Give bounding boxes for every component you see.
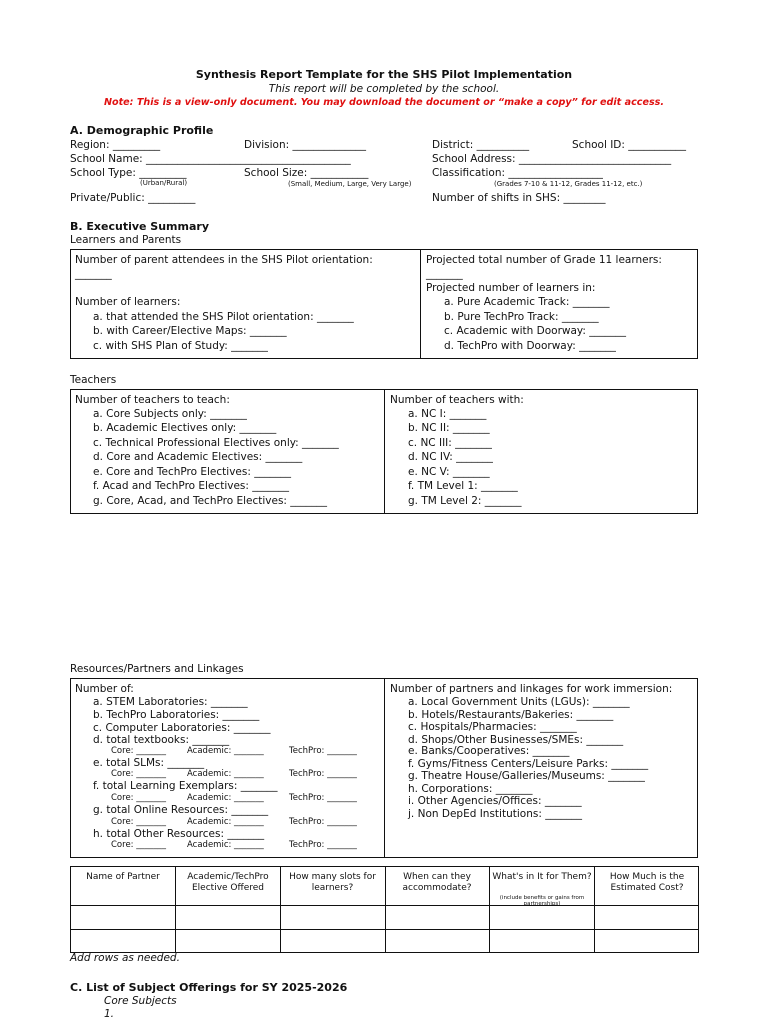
school-type-field: School Type: _________ — [70, 167, 187, 179]
partner-item: j. Non DepEd Institutions: _______ — [408, 808, 582, 820]
teach-item: f. Acad and TechPro Electives: _______ — [93, 480, 290, 492]
document-title: Synthesis Report Template for the SHS Pilot Implementation — [195, 68, 573, 81]
teach-item: a. Core Subjects only: _______ — [93, 408, 247, 420]
partner-item: d. Shops/Other Businesses/SMEs: _______ — [408, 734, 624, 746]
learners-table-divider — [420, 249, 421, 359]
school-size-hint: (Small, Medium, Large, Very Large) — [288, 180, 412, 188]
partner-table-col — [175, 866, 176, 953]
learners-item: a. that attended the SHS Pilot orientation: _______ — [93, 311, 354, 323]
partners-intro: Number of partners and linkages for work immersion: — [390, 683, 673, 695]
number-of-label: Number of: — [75, 683, 134, 695]
exemplars-techpro: TechPro: _______ — [289, 793, 357, 803]
partner-table-col — [280, 866, 281, 953]
header-estimated-cost: How Much is the Estimated Cost? — [609, 872, 685, 893]
district-field: District: __________ — [432, 139, 530, 151]
learners-intro: Number of learners: — [75, 296, 181, 308]
section-c-heading: C. List of Subject Offerings for SY 2025-2026 — [70, 981, 348, 994]
partner-item: g. Theatre House/Galleries/Museums: _______ — [408, 770, 645, 782]
partner-item: i. Other Agencies/Offices: _______ — [408, 795, 582, 807]
partner-table-col — [385, 866, 386, 953]
resource-item: d. total textbooks: _______ — [93, 734, 230, 746]
grades-hint: (Grades 7-10 & 11-12, Grades 11-12, etc.) — [494, 180, 643, 188]
partner-item: b. Hotels/Restaurants/Bakeries: _______ — [408, 709, 614, 721]
resource-item: h. total Other Resources: _______ — [93, 828, 265, 840]
resource-item: b. TechPro Laboratories: _______ — [93, 709, 260, 721]
header-accommodate: When can they accommodate? — [402, 872, 472, 893]
online-techpro: TechPro: _______ — [289, 817, 357, 827]
header-whats-in-it: What's in It for Them? — [492, 872, 592, 882]
projected-item: d. TechPro with Doorway: _______ — [444, 340, 616, 352]
online-core: Core: _______ — [111, 817, 166, 827]
resources-label: Resources/Partners and Linkages — [70, 663, 244, 675]
teach-item: c. Technical Professional Electives only: _______ — [93, 437, 339, 449]
projected-intro: Projected number of learners in: — [426, 282, 596, 294]
add-rows-note: Add rows as needed. — [70, 952, 180, 964]
parent-attendees-label: Number of parent attendees in the SHS Pilot orientation: — [75, 254, 373, 266]
partner-table-row — [70, 905, 699, 906]
nc-item: b. NC II: _______ — [408, 422, 490, 434]
header-elective-offered: Academic/TechPro Elective Offered — [187, 872, 269, 893]
projected-item: c. Academic with Doorway: _______ — [444, 325, 626, 337]
header-slots: How many slots for learners? — [289, 872, 376, 893]
partner-item: e. Banks/Cooperatives: _______ — [408, 745, 570, 757]
nc-item: a. NC I: _______ — [408, 408, 487, 420]
core-subjects-label: Core Subjects — [104, 995, 177, 1007]
nc-item: d. NC IV: _______ — [408, 451, 493, 463]
teach-intro: Number of teachers to teach: — [75, 394, 230, 406]
resource-item: c. Computer Laboratories: _______ — [93, 722, 271, 734]
other-core: Core: _______ — [111, 840, 166, 850]
partner-table-col — [489, 866, 490, 953]
urban-rural-hint: (Urban/Rural) — [140, 179, 188, 187]
header-name-of-partner: Name of Partner — [86, 872, 160, 882]
textbooks-techpro: TechPro: _______ — [289, 746, 357, 756]
teachers-table-divider — [384, 389, 385, 514]
partner-item: a. Local Government Units (LGUs): _______ — [408, 696, 630, 708]
region-field: Region: _________ — [70, 139, 161, 151]
slms-techpro: TechPro: _______ — [289, 769, 357, 779]
learners-parents-label: Learners and Parents — [70, 234, 182, 246]
view-only-note: Note: This is a view-only document. You may download the document or “make a copy” for edit access. — [103, 97, 665, 108]
section-a-heading: A. Demographic Profile — [70, 124, 214, 137]
teach-item: d. Core and Academic Electives: _______ — [93, 451, 303, 463]
textbooks-core: Core: _______ — [111, 746, 166, 756]
parent-attendees-blank: _______ — [75, 268, 112, 280]
teach-item: b. Academic Electives only: _______ — [93, 422, 277, 434]
exemplars-core: Core: _______ — [111, 793, 166, 803]
other-academic: Academic: _______ — [187, 840, 264, 850]
partner-item: h. Corporations: _______ — [408, 783, 533, 795]
resource-item: g. total Online Resources: _______ — [93, 804, 269, 816]
slms-core: Core: _______ — [111, 769, 166, 779]
learners-item: b. with Career/Elective Maps: _______ — [93, 325, 287, 337]
projected-item: b. Pure TechPro Track: _______ — [444, 311, 599, 323]
partner-item: c. Hospitals/Pharmacies: _______ — [408, 721, 577, 733]
teachers-label: Teachers — [70, 374, 117, 386]
private-public-field: Private/Public: _________ — [70, 192, 196, 204]
textbooks-academic: Academic: _______ — [187, 746, 264, 756]
nc-item: g. TM Level 2: _______ — [408, 495, 522, 507]
partner-item: f. Gyms/Fitness Centers/Leisure Parks: _______ — [408, 758, 649, 770]
projected-total-blank: _______ — [426, 268, 463, 280]
online-academic: Academic: _______ — [187, 817, 264, 827]
teach-item: g. Core, Acad, and TechPro Electives: _______ — [93, 495, 328, 507]
learners-item: c. with SHS Plan of Study: _______ — [93, 340, 268, 352]
nc-intro: Number of teachers with: — [390, 394, 524, 406]
shifts-field: Number of shifts in SHS: ________ — [432, 192, 606, 204]
partner-table-col — [594, 866, 595, 953]
partner-table-row — [70, 929, 699, 930]
school-address-field: School Address: _____________________________ — [432, 153, 672, 165]
school-id-field: School ID: ___________ — [572, 139, 687, 151]
exemplars-academic: Academic: _______ — [187, 793, 264, 803]
section-b-heading: B. Executive Summary — [70, 220, 209, 233]
teach-item: e. Core and TechPro Electives: _______ — [93, 466, 291, 478]
division-field: Division: ______________ — [244, 139, 366, 151]
school-size-field: School Size: ___________ — [244, 167, 369, 179]
projected-item: a. Pure Academic Track: _______ — [444, 296, 610, 308]
slms-academic: Academic: _______ — [187, 769, 264, 779]
document-subtitle: This report will be completed by the school. — [268, 83, 500, 95]
core-subjects-item: 1. — [104, 1008, 115, 1020]
school-name-field: School Name: _______________________________________ — [70, 153, 351, 165]
nc-item: e. NC V: _______ — [408, 466, 490, 478]
resource-item: e. total SLMs: _______ — [93, 757, 205, 769]
nc-item: f. TM Level 1: _______ — [408, 480, 518, 492]
resource-item: a. STEM Laboratories: _______ — [93, 696, 248, 708]
nc-item: c. NC III: _______ — [408, 437, 492, 449]
projected-total-label: Projected total number of Grade 11 learners: — [426, 254, 662, 266]
other-techpro: TechPro: _______ — [289, 840, 357, 850]
whats-in-it-hint: (include benefits or gains from partnerships) — [499, 895, 585, 907]
resources-table-divider — [384, 678, 385, 858]
resource-item: f. total Learning Exemplars: _______ — [93, 780, 278, 792]
classification-field: Classification: __________________ — [432, 167, 603, 179]
